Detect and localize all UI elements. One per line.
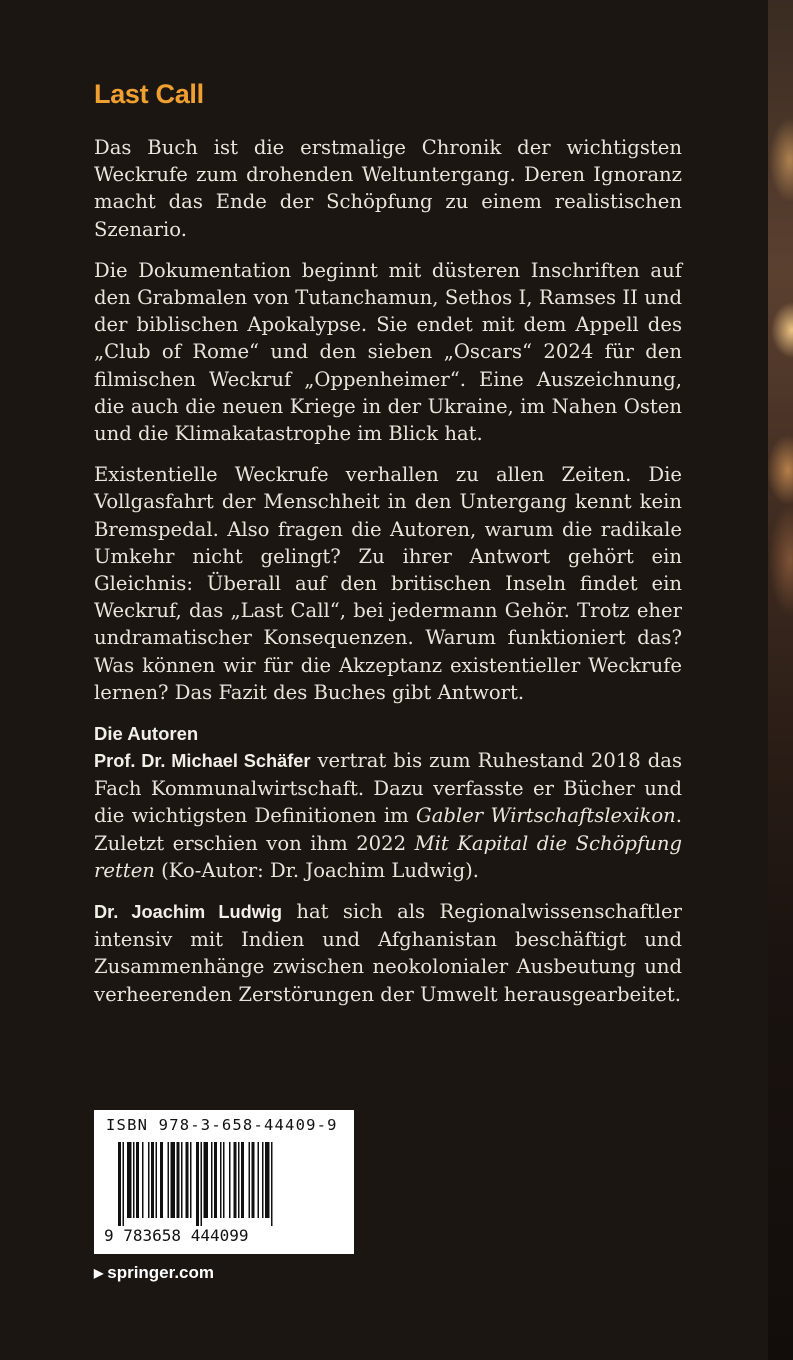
barcode-bars: [104, 1142, 344, 1226]
publisher-url: springer.com: [107, 1263, 214, 1282]
barcode-bar: [156, 1142, 158, 1218]
barcode-bar: [136, 1142, 139, 1218]
book-reference: Mit Kapital die Schöpfung retten: [94, 831, 682, 882]
barcode-bar: [214, 1142, 217, 1218]
barcode-bar: [223, 1142, 225, 1218]
cover-photo-edge: [768, 0, 793, 1360]
barcode-bar: [196, 1142, 199, 1226]
barcode-digits: 9 783658 444099: [104, 1226, 249, 1245]
author-bio-ludwig: [94, 898, 682, 1008]
author-bio-text: vertrat bis zum Ruhestand 2018 das Fach Kommunalwirtschaft. Dazu verfasste er Bücher und die wichtigsten Definitionen im: [94, 749, 683, 828]
barcode-bar: [148, 1142, 150, 1218]
barcode-bar: [262, 1142, 264, 1218]
author-name-ludwig: Dr. Joachim Ludwig: [94, 902, 283, 923]
author-bio-text: . Zuletzt erschien von ihm 2022: [94, 804, 682, 855]
author-bio-schaefer: [94, 747, 682, 884]
barcode-bar: [118, 1142, 121, 1226]
barcode-bar: [171, 1142, 176, 1218]
barcode-bar: [160, 1142, 163, 1218]
barcode-bar: [151, 1142, 154, 1218]
barcode-bar: [220, 1142, 222, 1218]
barcode-bar: [238, 1142, 240, 1218]
barcode-bar: [177, 1142, 180, 1218]
barcode-bar: [249, 1142, 251, 1218]
barcode-bar: [258, 1142, 260, 1218]
barcode-bar: [211, 1142, 213, 1218]
book-title: Last Call: [94, 79, 204, 109]
barcode-bar: [204, 1142, 209, 1218]
barcode-bar: [229, 1142, 231, 1218]
book-reference: Gabler Wirtschaftslexikon: [416, 804, 676, 828]
barcode-bar: [133, 1142, 135, 1218]
barcode-bar: [241, 1142, 244, 1218]
barcode-bar: [186, 1142, 189, 1218]
authors-heading: Die Autoren: [94, 723, 199, 745]
barcode-bar: [190, 1142, 192, 1218]
barcode-bar: [271, 1142, 273, 1226]
isbn-barcode: [94, 1110, 354, 1254]
isbn-label: ISBN 978-3-658-44409-9: [106, 1116, 338, 1134]
barcode-bar: [265, 1142, 270, 1218]
barcode-bar: [127, 1142, 132, 1218]
barcode-bar: [234, 1142, 237, 1218]
barcode-bar: [168, 1142, 170, 1218]
play-arrow-icon: ▶: [94, 1266, 104, 1280]
blurb-paragraph-3: Existentielle Weckrufe verhallen zu allen Zeiten. Die Vollgasfahrt der Menschheit in den Untergang kennt kein Bremspedal. Also fragen die Autoren, warum die radikale Umkehr nicht gelingt? Zu ihrer Antwort gehört ein Gleichnis: Überall auf den britischen Inseln findet ein Weckruf, das „Last Call“, bei jedermann Gehör. Trotz eher undramatischer Konsequenzen. Warum funktioniert das? Was können wir für die Akzeptanz existentieller Weckrufe lernen? Das Fazit des Buches gibt Antwort.: [94, 463, 682, 704]
barcode-bar: [142, 1142, 144, 1218]
author-bio-text: hat sich als Regionalwissenschaftler intensiv mit Indien und Afghanistan beschäftigt und Zusammenhänge zwischen neokolonialer Ausbeutung und verheerenden Zerstörungen der Umwelt herausgearbeitet.: [94, 900, 683, 1006]
author-bio-text: (Ko-Autor: Dr. Joachim Ludwig).: [154, 858, 479, 882]
blurb-paragraph-2: Die Dokumentation beginnt mit düsteren Inschriften auf den Grabmalen von Tutanchamun, Sethos I, Ramses II und der biblischen Apokalypse. Sie endet mit dem Appell des „Club of Rome“ und den sieben „Oscars“ 2024 für den filmischen Weckruf „Oppenheimer“. Eine Auszeichnung, die auch die neuen Kriege in der Ukraine, im Nahen Osten und die Klimakatastrophe im Blick hat.: [94, 258, 682, 446]
publisher-link[interactable]: [94, 1262, 214, 1284]
author-name-schaefer: Prof. Dr. Michael Schäfer: [94, 751, 311, 772]
barcode-bar: [252, 1142, 255, 1218]
barcode-bar: [123, 1142, 125, 1226]
blurb-paragraph-1: Das Buch ist die erstmalige Chronik der wichtigsten Weckrufe zum drohenden Weltuntergang. Deren Ignoranz macht das Ende der Schöpfung zu einem realistischen Szenario.: [94, 136, 682, 241]
barcode-bar: [181, 1142, 183, 1218]
barcode-bar: [201, 1142, 203, 1226]
blurb: [94, 76, 682, 1022]
